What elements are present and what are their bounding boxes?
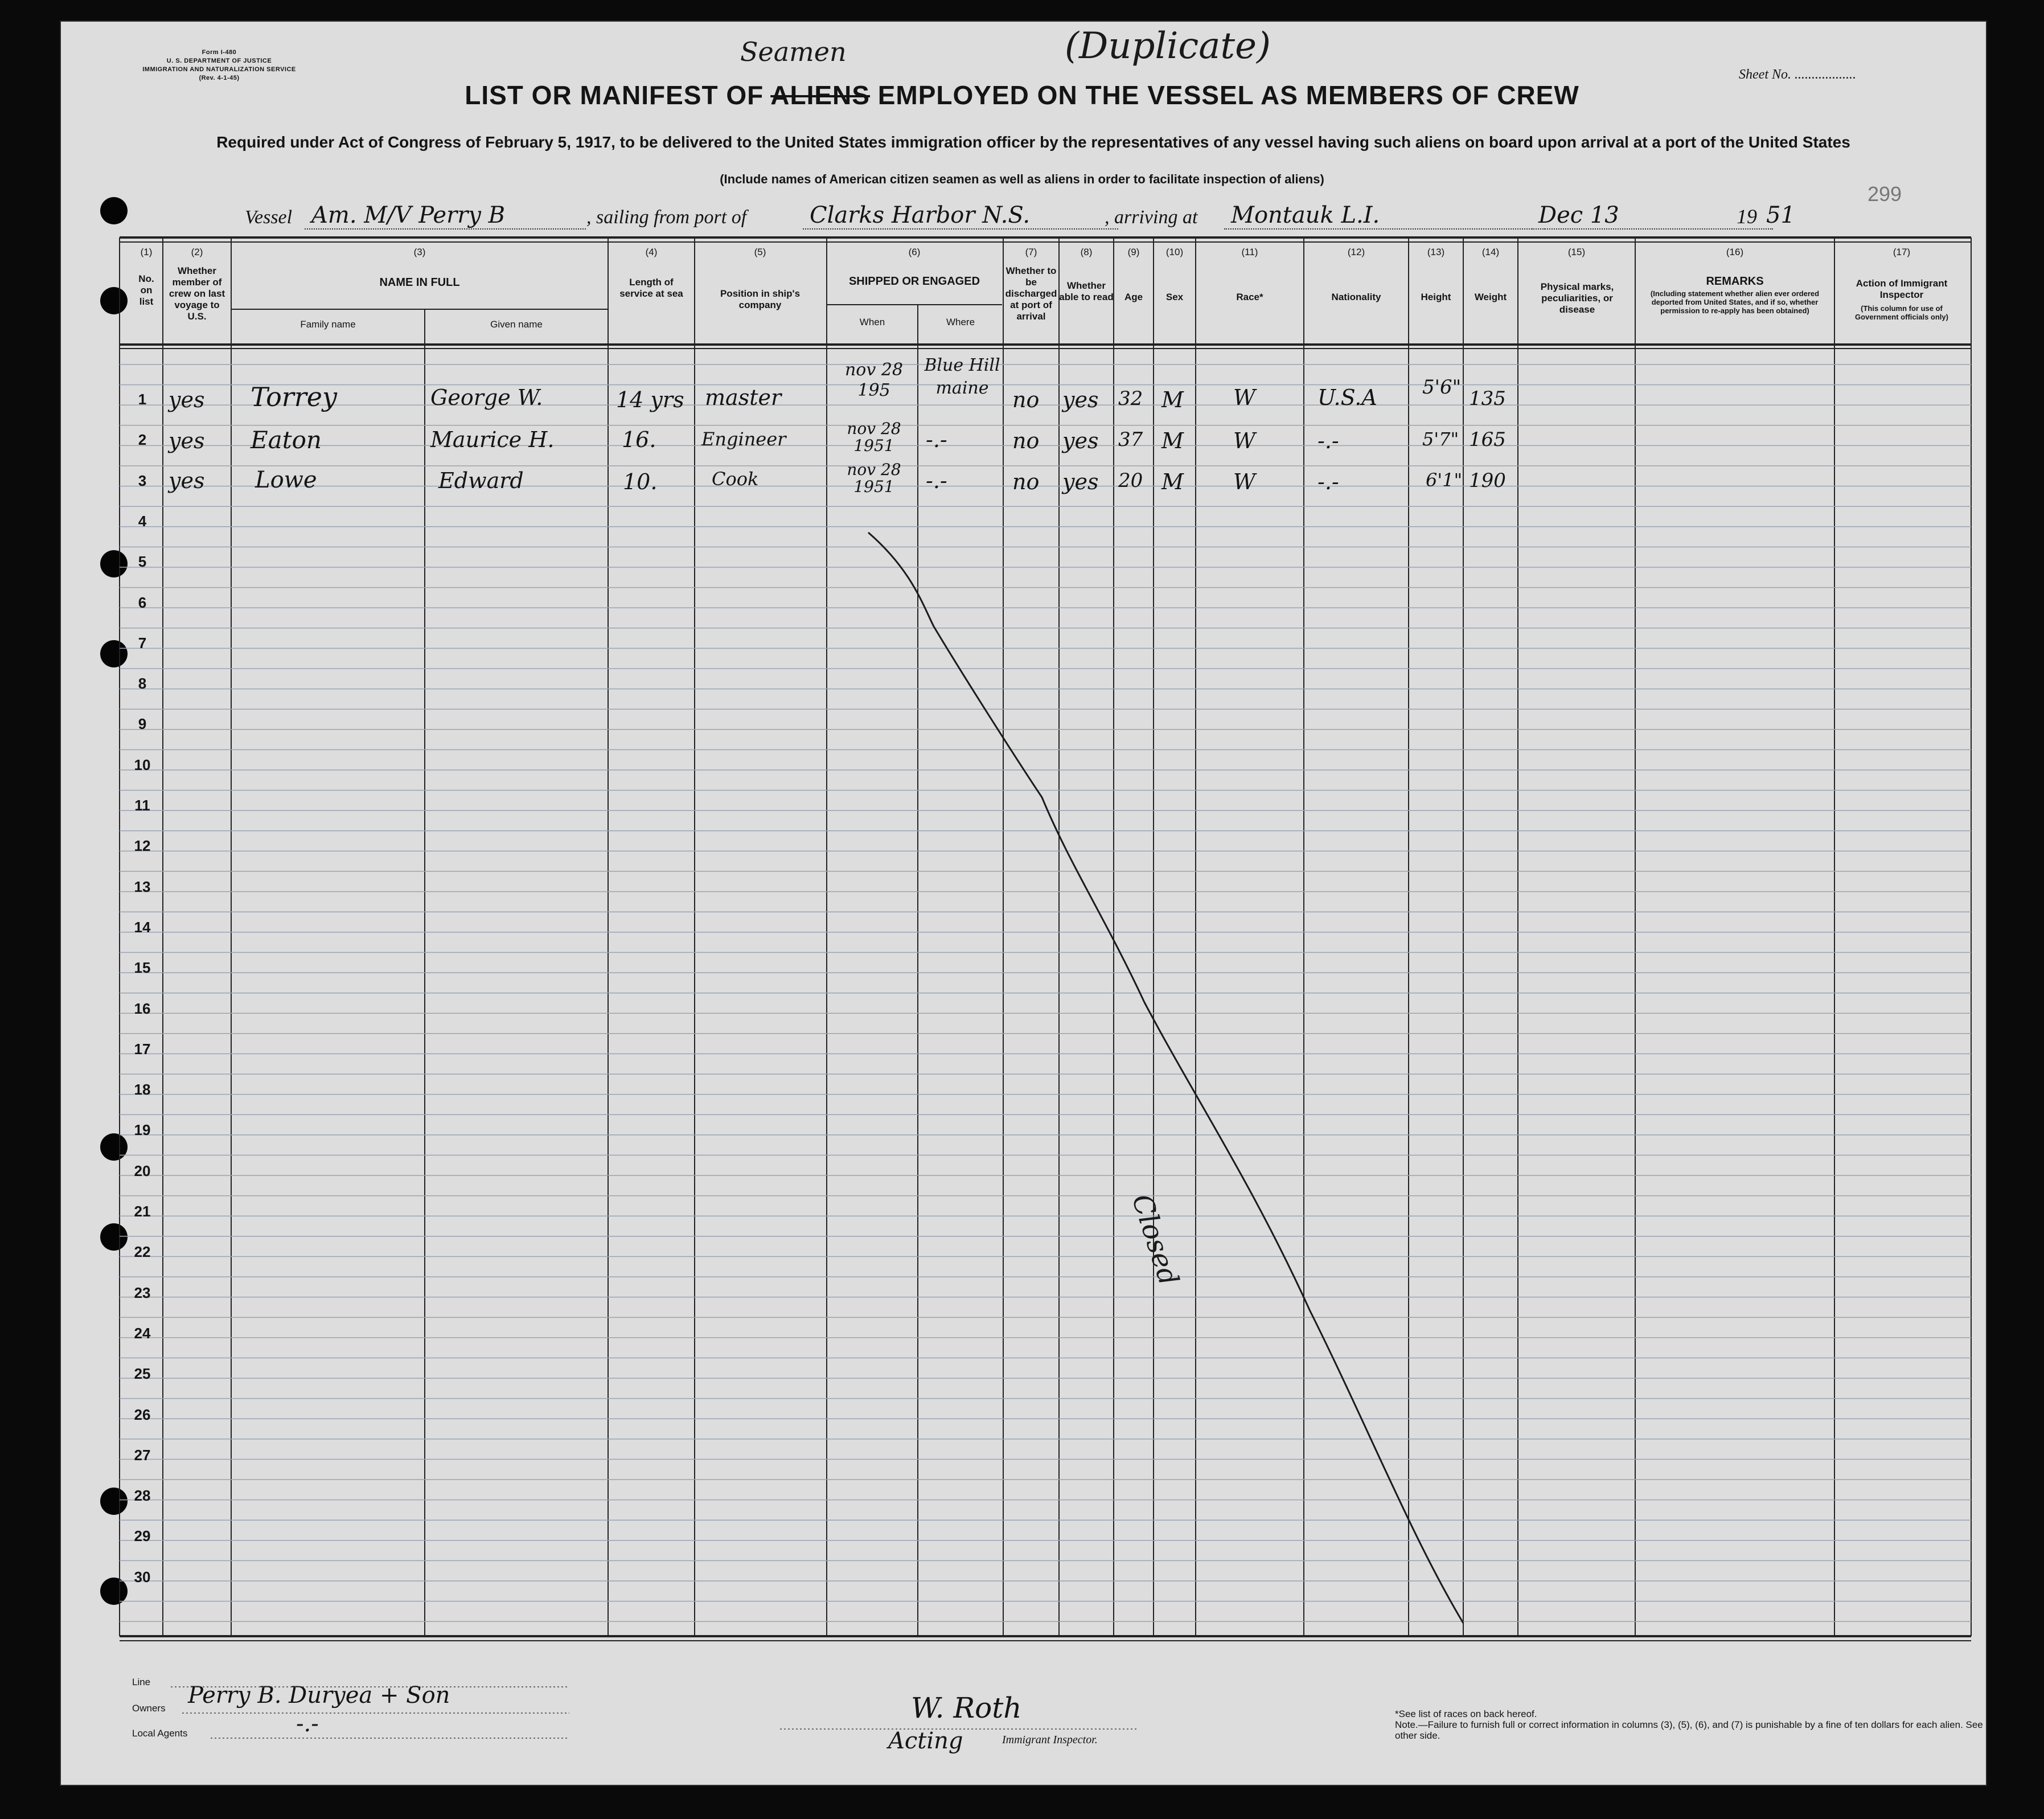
col-13-header: Height xyxy=(1421,292,1451,302)
col-1-num: (1) xyxy=(140,247,153,257)
row-number: 9 xyxy=(138,715,147,733)
col-6-num: (6) xyxy=(908,247,921,257)
col-2-num: (2) xyxy=(191,247,203,257)
row-number: 3 xyxy=(138,472,147,489)
col-16-num: (16) xyxy=(1726,247,1744,257)
race-cell: W xyxy=(1233,428,1256,453)
col-3-header: NAME IN FULL xyxy=(379,276,460,289)
col-8-num: (8) xyxy=(1080,247,1093,257)
subtitle: Required under Act of Congress of February 5, 1917, to be delivered to the United States immigration officer by the representatives of any vessel having such aliens on board upon arrival at a port of the United States xyxy=(216,133,1850,151)
title-prefix: LIST OR MANIFEST OF xyxy=(465,80,764,110)
vessel-label: Vessel xyxy=(245,207,293,228)
read-cell: yes xyxy=(1062,469,1099,494)
col-14-header: Weight xyxy=(1474,292,1507,302)
arrival-port: Montauk L.I. xyxy=(1224,202,1545,230)
given-name-cell: Edward xyxy=(438,468,524,493)
age-cell: 20 xyxy=(1118,469,1143,492)
row-number: 2 xyxy=(138,431,147,449)
given-name-cell: Maurice H. xyxy=(430,427,555,452)
owners-value: Perry B. Duryea + Son xyxy=(188,1682,450,1709)
where-cell: -.- xyxy=(926,468,947,493)
row-number: 18 xyxy=(134,1081,151,1099)
sex-cell: M xyxy=(1161,387,1184,412)
when-cell: nov 28 195 xyxy=(844,360,904,400)
row-number: 26 xyxy=(134,1406,151,1423)
height-cell: 5'7" xyxy=(1422,428,1459,450)
col-3-num: (3) xyxy=(413,247,426,257)
service-cell: 16. xyxy=(622,427,656,452)
position-cell: master xyxy=(705,385,782,410)
col-7-num: (7) xyxy=(1025,247,1037,257)
handwritten-duplicate: (Duplicate) xyxy=(1065,25,1271,67)
race-cell: W xyxy=(1233,469,1256,494)
age-cell: 32 xyxy=(1118,387,1143,410)
row-number: 16 xyxy=(134,999,151,1017)
read-cell: yes xyxy=(1062,428,1099,453)
col-17-num: (17) xyxy=(1893,247,1911,257)
remarks-note: (Including statement whether alien ever ordered deported from United States, and if so, whether permission to re-apply has been obtained) xyxy=(1650,289,1820,315)
when-cell: nov 28 1951 xyxy=(847,419,901,455)
handwritten-seamen: Seamen xyxy=(740,36,847,67)
stamp-number: 299 xyxy=(1867,182,1902,206)
last-voyage-cell: yes xyxy=(169,428,205,453)
row-number: 23 xyxy=(134,1284,151,1301)
given-name-header: Given name xyxy=(490,319,543,330)
col-11-header: Race* xyxy=(1236,292,1263,302)
vessel-value: Am. M/V Perry B xyxy=(305,202,586,230)
form-number: Form I-480 xyxy=(202,49,237,56)
given-name-cell: George W. xyxy=(430,385,543,410)
read-cell: yes xyxy=(1062,387,1099,412)
inspector-signature: W. Roth xyxy=(911,1691,1022,1724)
discharged-cell: no xyxy=(1012,469,1040,494)
row-number: 8 xyxy=(138,675,147,693)
footer-notes xyxy=(1395,1709,1987,1741)
row-number: 4 xyxy=(138,512,147,530)
sheet-number: Sheet No. .................. xyxy=(1739,67,1856,82)
revision: (Rev. 4-1-45) xyxy=(199,75,240,81)
row-number: 14 xyxy=(134,918,151,936)
col-15-header: Physical marks, peculiarities, or disease xyxy=(1540,281,1614,315)
where-header: Where xyxy=(946,317,975,327)
col-14-num: (14) xyxy=(1481,247,1500,257)
weight-cell: 190 xyxy=(1469,469,1506,492)
col-12-num: (12) xyxy=(1347,247,1365,257)
col-9-num: (9) xyxy=(1127,247,1140,257)
position-cell: Engineer xyxy=(701,428,786,450)
col-8-header: Whether able to read xyxy=(1059,280,1114,302)
col-4-header: Length of service at sea xyxy=(619,277,683,299)
col-2-header: Whether member of crew on last voyage to U.S. xyxy=(169,265,225,322)
family-name-cell: Eaton xyxy=(251,426,322,454)
height-cell: 5'6" xyxy=(1422,376,1462,399)
sailing-label: , sailing from port of xyxy=(586,207,747,228)
row-number: 7 xyxy=(138,634,147,652)
discharged-cell: no xyxy=(1012,387,1040,412)
last-voyage-cell: yes xyxy=(169,468,205,493)
col-1-header: No. on list xyxy=(138,273,154,307)
col-10-header: Sex xyxy=(1165,292,1184,302)
penalty-note: Note.—Failure to furnish full or correct information in columns (3), (5), (6), and (7) is punishable by a fine of ten dollars for each alien. See other side. xyxy=(1395,1719,1983,1741)
row-number: 10 xyxy=(134,756,151,773)
row-number: 27 xyxy=(134,1446,151,1464)
col-6-header: SHIPPED OR ENGAGED xyxy=(848,275,980,288)
service-name: IMMIGRATION AND NATURALIZATION SERVICE xyxy=(142,66,296,73)
row-number: 21 xyxy=(134,1203,151,1220)
discharged-cell: no xyxy=(1012,428,1040,453)
nationality-cell: U.S.A xyxy=(1317,385,1377,410)
closed-annotation: Closed xyxy=(1125,1190,1185,1289)
year-value: 51 xyxy=(1766,202,1795,228)
row-number: 25 xyxy=(134,1365,151,1383)
row-number: 6 xyxy=(138,593,147,611)
row-number: 24 xyxy=(134,1324,151,1342)
row-number: 11 xyxy=(134,797,150,814)
title-suffix: EMPLOYED ON THE VESSEL AS MEMBERS OF CREW xyxy=(877,80,1579,110)
acting-annotation: Acting xyxy=(888,1728,963,1754)
subnote: (Include names of American citizen seamen as well as aliens in order to facilitate inspection of aliens) xyxy=(720,172,1324,186)
race-cell: W xyxy=(1233,385,1256,410)
row-number: 15 xyxy=(134,959,151,977)
nationality-cell: -.- xyxy=(1317,469,1339,494)
sex-cell: M xyxy=(1161,428,1184,453)
col-5-header: Position in ship's company xyxy=(720,288,801,310)
inspector-label: Immigrant Inspector. xyxy=(1002,1734,1098,1746)
row-number: 29 xyxy=(134,1527,151,1545)
row-number: 22 xyxy=(134,1243,151,1261)
col-7-header: Whether to be discharged at port of arrival xyxy=(1005,265,1057,322)
inspector-note: (This column for use of Government officials only) xyxy=(1855,304,1948,321)
year-prefix: 19 xyxy=(1737,205,1757,228)
agents-label: Local Agents xyxy=(132,1728,188,1739)
col-11-num: (11) xyxy=(1241,247,1258,257)
row-number: 19 xyxy=(134,1121,151,1139)
where-cell: -.- xyxy=(926,427,947,452)
when-header: When xyxy=(859,317,885,327)
weight-cell: 135 xyxy=(1469,387,1506,410)
col-16-header: REMARKS xyxy=(1706,275,1764,288)
row-number: 12 xyxy=(134,837,151,855)
position-cell: Cook xyxy=(712,468,759,490)
age-cell: 37 xyxy=(1118,428,1143,451)
weight-cell: 165 xyxy=(1469,428,1506,451)
col-13-num: (13) xyxy=(1427,247,1445,257)
col-12-header: Nationality xyxy=(1331,292,1381,302)
service-cell: 14 yrs xyxy=(616,387,684,412)
service-cell: 10. xyxy=(623,469,658,494)
nationality-cell: -.- xyxy=(1317,428,1339,453)
last-voyage-cell: yes xyxy=(169,387,205,412)
row-number: 20 xyxy=(134,1162,151,1179)
row-number: 1 xyxy=(138,391,147,408)
col-5-num: (5) xyxy=(754,247,766,257)
line-label: Line xyxy=(132,1677,151,1687)
col-4-num: (4) xyxy=(645,247,658,257)
col-15-num: (15) xyxy=(1567,247,1586,257)
row-number: 17 xyxy=(134,1040,151,1058)
department: U. S. DEPARTMENT OF JUSTICE xyxy=(166,58,272,64)
arriving-label: , arriving at xyxy=(1105,207,1198,228)
row-number: 28 xyxy=(134,1487,151,1505)
col-9-header: Age xyxy=(1124,292,1143,302)
title-struck-word: ALIENS xyxy=(770,80,870,110)
when-cell: nov 28 1951 xyxy=(847,460,901,496)
col-10-num: (10) xyxy=(1165,247,1184,257)
family-name-cell: Torrey xyxy=(251,382,337,412)
family-name-cell: Lowe xyxy=(255,467,317,493)
row-number: 13 xyxy=(134,878,151,895)
family-name-header: Family name xyxy=(300,319,356,330)
owners-label: Owners xyxy=(132,1703,166,1714)
agents-value: -.- xyxy=(296,1711,319,1737)
race-note: *See list of races on back hereof. xyxy=(1395,1709,1537,1719)
row-number: 5 xyxy=(138,553,147,571)
arrival-date: Dec 13 xyxy=(1532,202,1773,230)
row-number: 30 xyxy=(134,1568,151,1586)
where-cell: Blue Hill maine xyxy=(924,355,1000,398)
height-cell: 6'1" xyxy=(1426,469,1463,491)
sex-cell: M xyxy=(1161,469,1184,494)
sailing-port: Clarks Harbor N.S. xyxy=(803,202,1118,230)
col-17-header: Action of Immigrant Inspector xyxy=(1856,278,1948,300)
